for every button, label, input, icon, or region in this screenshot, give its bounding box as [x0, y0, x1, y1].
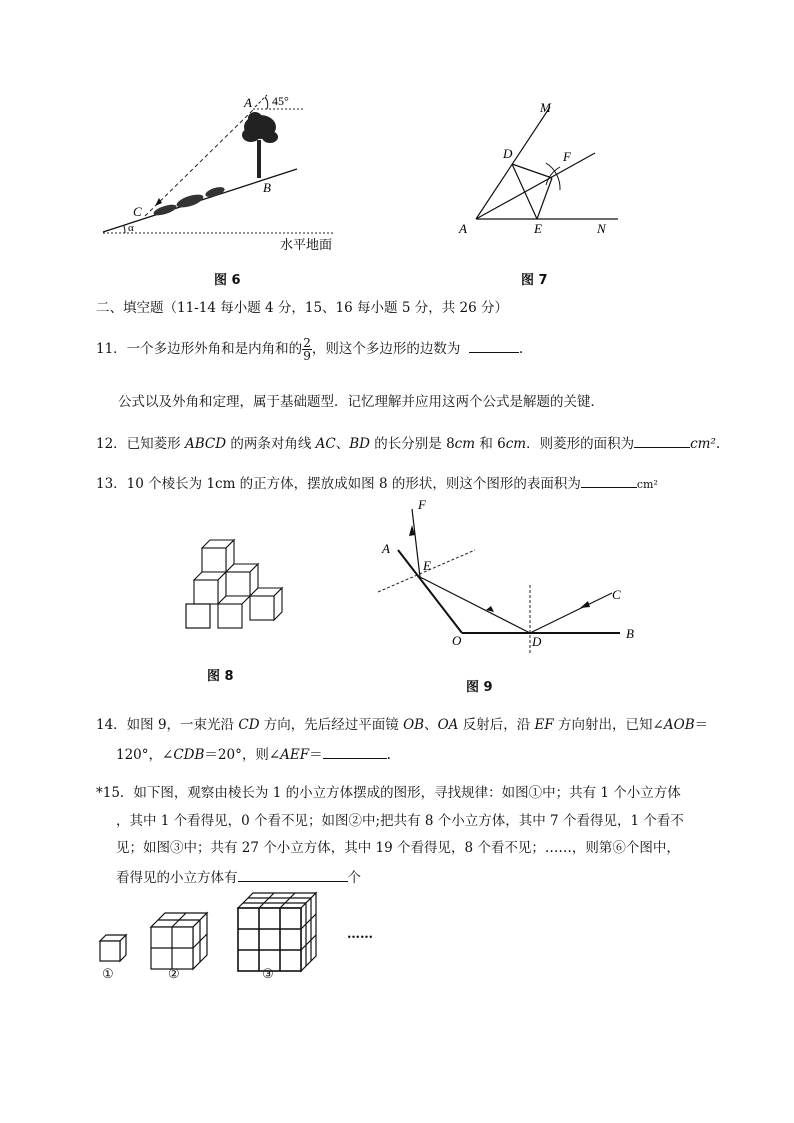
- fig8-caption: 图 8: [207, 669, 234, 684]
- question-14-line2: [116, 746, 391, 763]
- q14-text-1e: 方向射出，已知∠: [553, 717, 664, 733]
- q14-answer-blank[interactable]: [323, 746, 387, 759]
- fig15-label-1: ①: [102, 967, 114, 982]
- fig6-label-c: C: [133, 204, 142, 219]
- q11-frac-den: 9: [303, 349, 311, 363]
- q14-text-1a: 14．如图 9，一束光沿: [96, 717, 239, 733]
- q14-text-1f: ＝: [694, 717, 709, 733]
- q12-text-2: 的两条对角线: [226, 436, 316, 452]
- q12-text-5: 和 6: [475, 436, 506, 452]
- fig6-caption: 图 6: [214, 273, 241, 288]
- q12-cm-1: cm: [454, 436, 476, 452]
- fig7-label-f: F: [563, 149, 571, 164]
- q15-text-4b: 个: [347, 870, 361, 886]
- fig15-label-2: ②: [168, 967, 180, 982]
- note-text: 公式以及外角和定理，属于基础题型．记忆理解并应用这两个公式是解题的关键．: [118, 394, 604, 410]
- q14-text-1d: 反射后，沿: [458, 717, 535, 733]
- q15-line3: 见；如图③中；共有 27 个小立方体，其中 19 个看得见，8 个看不见；……，则第⑥个图中，: [116, 840, 680, 856]
- q15-line1: *15．如下图，观察由棱长为 1 的小立方体摆成的图形，寻找规律：如图①中；共有 1 个小立方体: [96, 785, 681, 801]
- q14-text-2b: ＝20°，则∠: [204, 747, 281, 763]
- question-13: [96, 475, 658, 492]
- fig9-caption: 图 9: [466, 680, 493, 695]
- q12-unit: cm²: [690, 436, 716, 452]
- q13-unit: cm²: [636, 478, 658, 491]
- q14-text-1b: 方向，先后经过平面镜: [259, 717, 404, 733]
- q14-cdb: CDB: [173, 747, 205, 763]
- q12-text-4: 的长分别是 8: [370, 436, 455, 452]
- q12-text-1: 12．已知菱形: [96, 436, 185, 452]
- question-11: [96, 337, 523, 362]
- fig6-label-a: A: [244, 95, 252, 110]
- q12-end: .: [715, 436, 721, 452]
- q14-end: .: [386, 747, 391, 763]
- q14-ef: EF: [534, 717, 554, 733]
- q15-line2: ，其中 1 个看得见，0 个看不见；如图②中;把共有 8 个小立方体，其中 7 个看得见，1 个看不: [116, 813, 684, 829]
- q11-fraction: [302, 337, 312, 362]
- section-heading: 二、填空题（11-14 每小题 4 分，15、16 每小题 5 分，共 26 分）: [96, 300, 508, 316]
- question-14-line1: [96, 719, 708, 733]
- fig6-ground-label: 水平地面: [280, 237, 333, 252]
- q12-cm-2: cm: [505, 436, 527, 452]
- q12-text-3: 、: [335, 436, 350, 452]
- q11-frac-num: 2: [303, 336, 311, 350]
- fig9-label-a: A: [382, 541, 390, 556]
- q14-aef: AEF: [280, 747, 310, 763]
- fig15-label-3: ③: [262, 967, 274, 982]
- q15-answer-blank[interactable]: [238, 869, 348, 882]
- q14-text-2c: ＝: [309, 747, 323, 763]
- q11-prefix: 11．一个多边形外角和是内角和的: [96, 341, 303, 357]
- fig15-ellipsis: ……: [347, 927, 373, 942]
- q14-text-2a: 120°，∠: [116, 747, 174, 763]
- q12-ac: AC: [315, 436, 336, 452]
- q15-text-4a: 看得见的小立方体有: [116, 870, 238, 886]
- fig7-label-a: A: [459, 221, 467, 236]
- q14-aob: AOB: [663, 717, 695, 733]
- fig7-label-n: N: [597, 221, 606, 236]
- q11-end: .: [518, 341, 524, 357]
- q13-answer-blank[interactable]: [581, 475, 637, 488]
- q12-abcd: ABCD: [184, 436, 227, 452]
- q14-ob: OB: [403, 717, 425, 733]
- fig7-label-e: E: [534, 221, 542, 236]
- q12-text-6: ．则菱形的面积为: [526, 436, 635, 452]
- figure-7-diagram: [450, 95, 625, 240]
- fig9-label-c: C: [612, 587, 621, 602]
- fig6-label-b: B: [263, 180, 271, 195]
- q13-text: 13．10 个棱长为 1cm 的正方体，摆放成如图 8 的形状，则这个图形的表面积为: [96, 476, 581, 492]
- q14-oa: OA: [437, 717, 459, 733]
- q14-text-1c: 、: [424, 717, 438, 733]
- fig6-angle-45: 45°: [272, 94, 289, 108]
- figure-6-diagram: [95, 85, 350, 260]
- fig7-label-m: M: [540, 100, 551, 115]
- figure-8-diagram: [180, 532, 290, 634]
- fig9-label-o: O: [452, 633, 462, 648]
- figure-9-diagram: [370, 495, 650, 660]
- question-12: [96, 435, 720, 452]
- q12-bd: BD: [349, 436, 370, 452]
- q15-line4: [116, 869, 361, 886]
- fig9-label-f: F: [418, 497, 426, 512]
- fig7-caption: 图 7: [521, 273, 548, 288]
- fig9-label-e: E: [423, 558, 431, 573]
- q14-cd: CD: [238, 717, 260, 733]
- fig7-label-d: D: [503, 146, 513, 161]
- fig6-alpha: α: [128, 222, 134, 234]
- q11-answer-blank[interactable]: [469, 340, 519, 353]
- q11-suffix: ，则这个多边形的边数为: [311, 341, 461, 357]
- fig9-label-b: B: [626, 626, 634, 641]
- fig9-label-d: D: [532, 634, 542, 649]
- q12-answer-blank[interactable]: [634, 435, 690, 448]
